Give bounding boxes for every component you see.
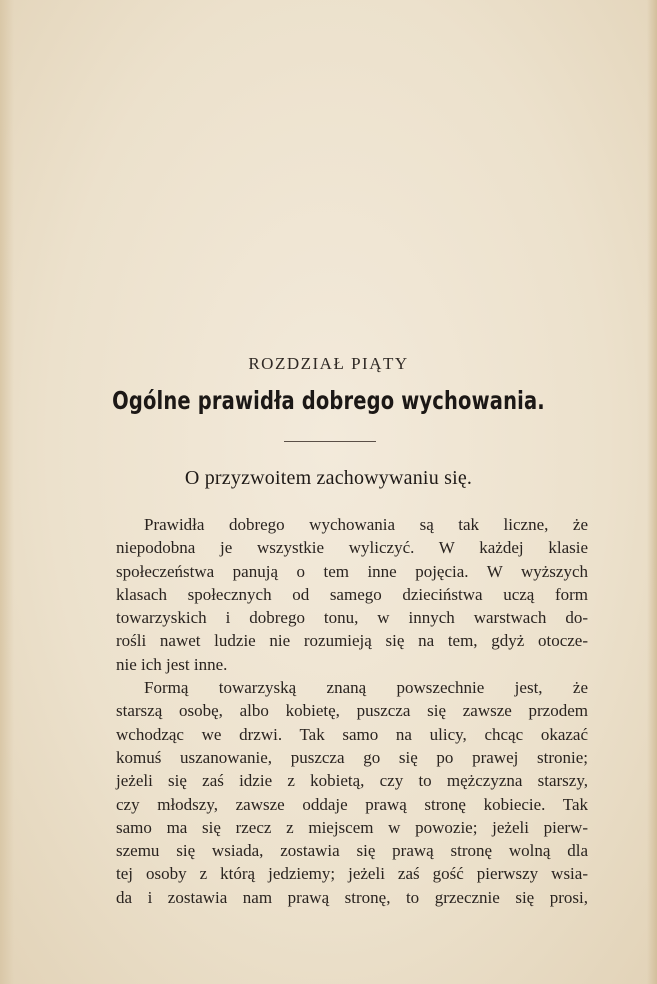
- body-line: społeczeństwa panują o tem inne pojęcia. W wyższych: [116, 561, 588, 581]
- body-line: starszą osobę, albo kobietę, puszcza się zawsze przodem: [116, 701, 588, 721]
- body-line: Prawidła dobrego wychowania są tak liczne, że: [144, 515, 588, 534]
- body-line: Formą towarzyską znaną powszechnie jest, że: [144, 678, 588, 698]
- chapter-title: Ogólne prawidła dobrego wychowania.: [112, 386, 545, 415]
- body-line: niepodobna je wszystkie wyliczyć. W każdej klasie: [116, 538, 588, 558]
- body-line: klasach społecznych od samego dzieciństwa uczą form: [116, 584, 588, 604]
- body-line: towarzyskich i dobrego tonu, w innych warstwach do-: [116, 608, 588, 628]
- body-line: czy młodszy, zawsze oddaje prawą stronę kobiecie. Tak: [116, 794, 588, 814]
- body-line: nie ich jest inne.: [116, 654, 228, 674]
- body-line: jeżeli się zaś idzie z kobietą, czy to mężczyzna starszy,: [116, 771, 588, 791]
- section-title: O przyzwoitem zachowywaniu się.: [184, 467, 473, 489]
- body-line: tej osoby z którą jedziemy; jeżeli zaś gość pierwszy wsia-: [116, 864, 588, 884]
- title-divider: [284, 441, 376, 442]
- body-text: [116, 513, 588, 909]
- page-left-shadow: [0, 0, 14, 984]
- chapter-label: ROZDZIAŁ PIĄTY: [248, 354, 409, 373]
- body-line: samo ma się rzecz z miejscem w powozie; jeżeli pierw-: [116, 817, 588, 837]
- body-line: rośli nawet ludzie nie rozumieją się na tem, gdyż otocze-: [116, 631, 588, 651]
- body-line: da i zostawia nam prawą stronę, to grzecznie się prosi,: [116, 887, 588, 907]
- body-line: wchodząc we drzwi. Tak samo na ulicy, chcąc okazać: [116, 724, 588, 744]
- body-line: komuś uszanowanie, puszcza go się po prawej stronie;: [116, 747, 588, 767]
- page-right-shadow: [647, 0, 657, 984]
- body-line: szemu się wsiada, zostawia się prawą stronę wolną dla: [116, 841, 588, 861]
